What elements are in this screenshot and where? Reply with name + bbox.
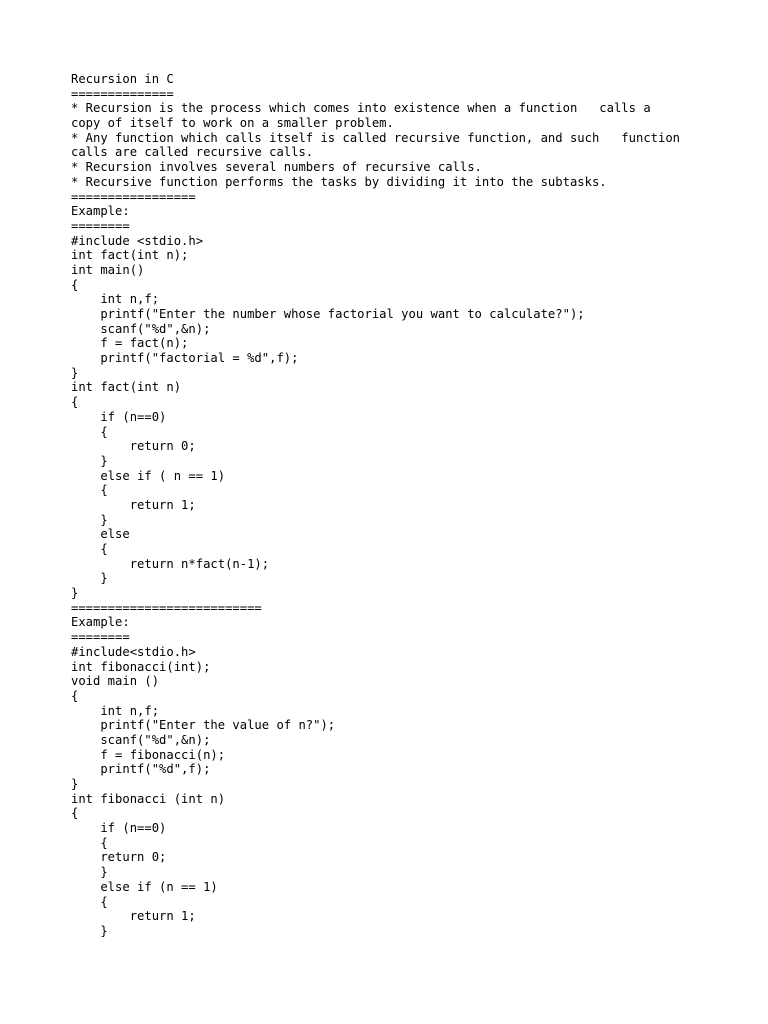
text-line: printf("Enter the number whose factorial you want to calculate?"); xyxy=(71,307,585,321)
text-line: int n,f; xyxy=(71,703,160,718)
text-line: { xyxy=(71,395,79,410)
text-line: ========================== xyxy=(71,600,262,615)
text-line: int fact(int n); xyxy=(71,248,189,263)
text-line: int fact(int n) xyxy=(71,380,182,395)
text-line: int n,f; xyxy=(71,292,160,307)
text-line: int fibonacci (int n) xyxy=(71,791,226,806)
text-line: } xyxy=(71,512,108,527)
document-body xyxy=(71,72,751,939)
text-line: } xyxy=(71,923,108,938)
text-line: } xyxy=(71,777,79,791)
text-line: Example: xyxy=(71,615,130,630)
text-line: * Recursive function performs the tasks by dividing it into the subtasks. xyxy=(71,174,607,189)
text-line: f = fibonacci(n); xyxy=(71,747,226,762)
text-line: printf("factorial = %d",f); xyxy=(71,351,299,366)
text-line: ======== xyxy=(71,218,130,233)
document-title: Recursion in C xyxy=(71,72,174,86)
text-line: return 1; xyxy=(71,909,196,924)
text-line: return 0; xyxy=(71,439,196,454)
text-line: ================= xyxy=(71,189,196,204)
text-line: } xyxy=(71,365,79,380)
text-line: scanf("%d",&n); xyxy=(71,732,211,747)
text-line: else xyxy=(71,527,130,542)
text-line: } xyxy=(71,586,79,601)
text-line: #include <stdio.h> xyxy=(71,233,204,248)
text-line: if (n==0) xyxy=(71,409,167,424)
text-line: { xyxy=(71,806,79,821)
text-line: scanf("%d",&n); xyxy=(71,321,211,336)
text-line: { xyxy=(71,483,108,498)
text-line: return n*fact(n-1); xyxy=(71,556,270,571)
text-line: { xyxy=(71,835,108,850)
text-line: { xyxy=(71,424,108,439)
text-line: copy of itself to work on a smaller problem. xyxy=(71,116,394,131)
document-page xyxy=(71,72,751,939)
text-line: f = fact(n); xyxy=(71,336,189,351)
text-line: { xyxy=(71,688,79,703)
text-line: void main () xyxy=(71,674,160,689)
text-line: printf("Enter the value of n?"); xyxy=(71,718,336,733)
text-line: else if (n == 1) xyxy=(71,879,218,894)
text-line: else if ( n == 1) xyxy=(71,468,226,483)
text-line: calls are called recursive calls. xyxy=(71,145,314,160)
text-line: int main() xyxy=(71,262,145,277)
text-line: { xyxy=(71,894,108,909)
text-line: ============== xyxy=(71,86,174,101)
text-line: * Recursion is the process which comes into existence when a function calls a xyxy=(71,101,651,116)
text-line: } xyxy=(71,453,108,468)
text-line: { xyxy=(71,542,108,556)
text-line: int fibonacci(int); xyxy=(71,659,211,674)
text-line: if (n==0) xyxy=(71,821,167,836)
text-line: * Recursion involves several numbers of recursive calls. xyxy=(71,160,482,175)
text-line: return 0; xyxy=(71,850,167,865)
text-line: } xyxy=(71,571,108,586)
text-line: * Any function which calls itself is called recursive function, and such function xyxy=(71,130,681,145)
text-line: return 1; xyxy=(71,497,196,512)
text-line: Example: xyxy=(71,204,130,219)
text-line: #include<stdio.h> xyxy=(71,644,196,659)
text-line: ======== xyxy=(71,630,130,645)
text-line: } xyxy=(71,865,108,880)
text-line: { xyxy=(71,277,79,292)
text-line: printf("%d",f); xyxy=(71,762,211,777)
